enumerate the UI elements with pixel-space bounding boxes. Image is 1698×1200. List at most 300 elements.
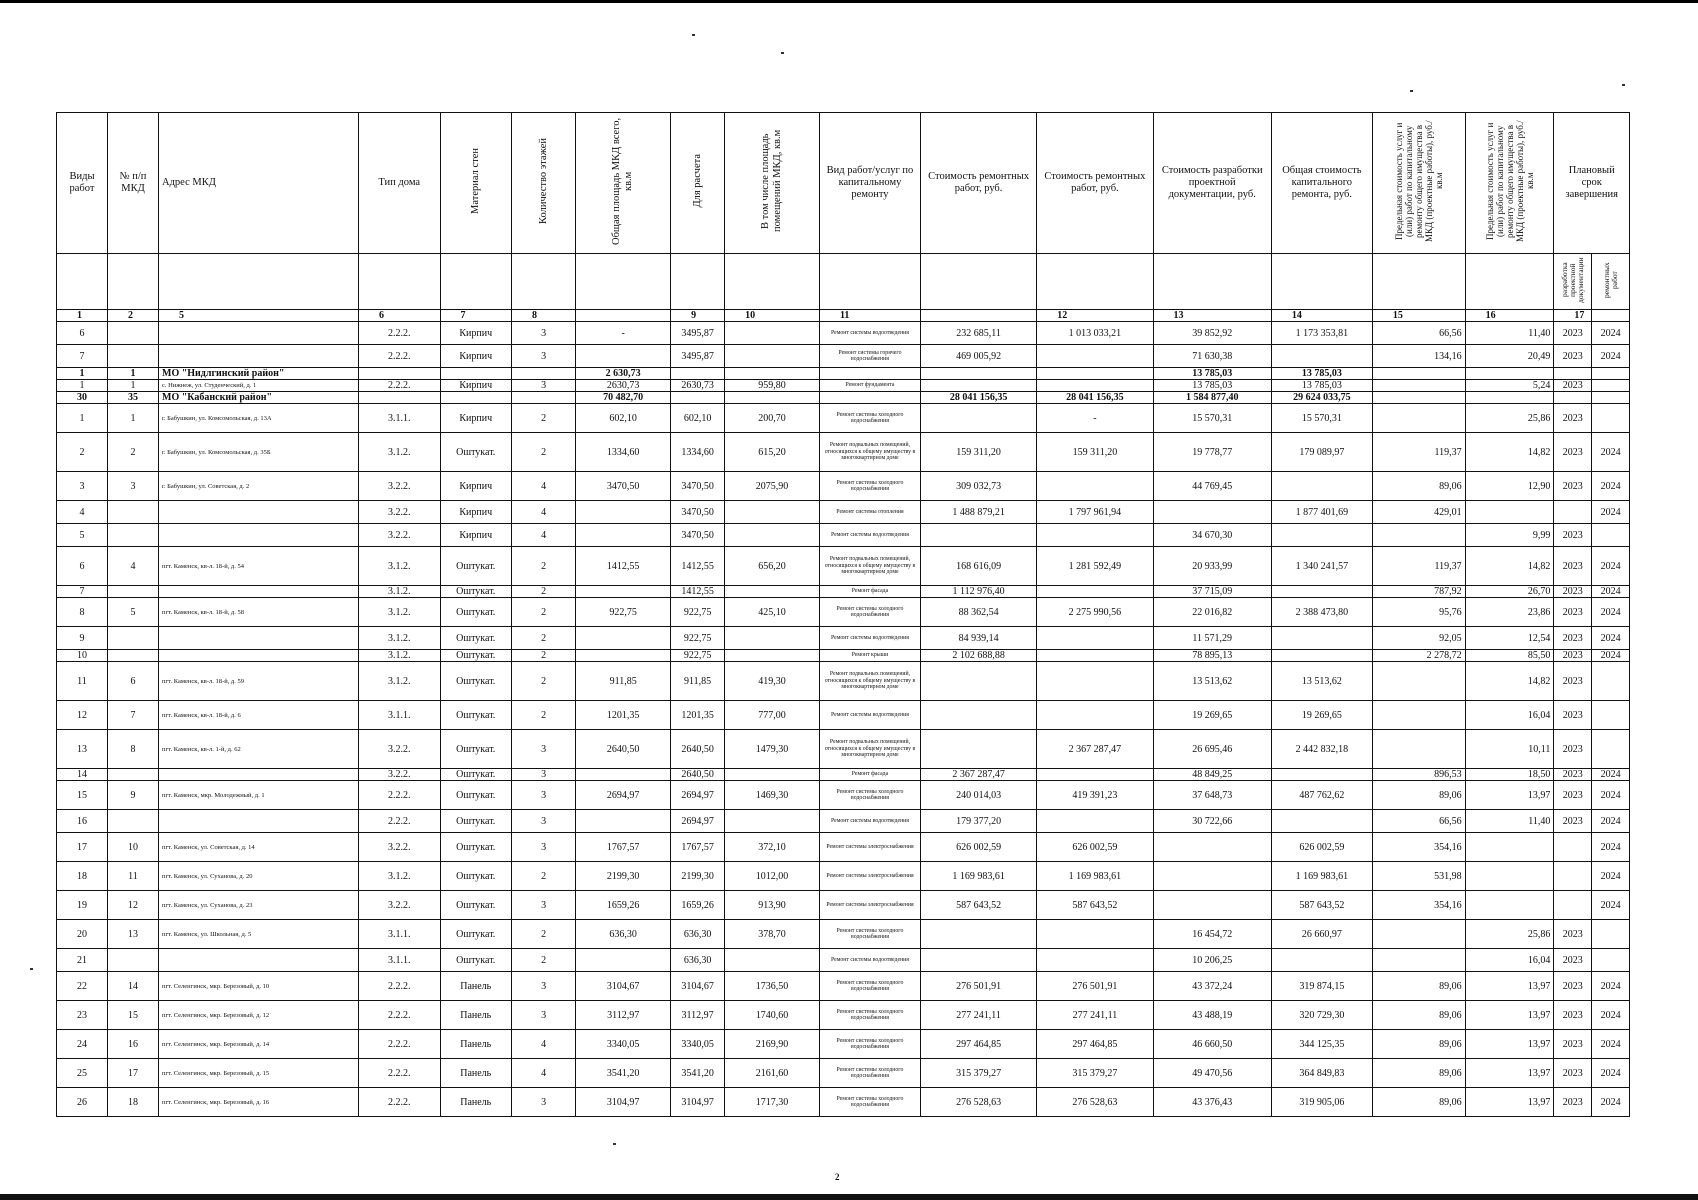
cell-mkd-index: 13 <box>108 920 159 949</box>
cell-deadline-repair: 2024 <box>1592 833 1630 862</box>
cell-repair-cost <box>920 368 1036 380</box>
cell-work-type: Ремонт системы водоотведения <box>819 949 920 972</box>
cell-mkd-index: 16 <box>108 1030 159 1059</box>
cell-work-kind: 10 <box>57 650 108 662</box>
cell-repair-cost: 309 032,73 <box>920 472 1036 501</box>
cell-design-cost: 34 670,30 <box>1153 524 1271 547</box>
cell-total-cost: 1 169 983,61 <box>1271 862 1372 891</box>
cell-address: пгт. Каменск, кв-л. 1-й, д. 62 <box>159 730 359 769</box>
cell-for-calc: 1201,35 <box>671 701 725 730</box>
cell-floors: 3 <box>511 891 575 920</box>
cell-wall-material: Кирпич <box>440 472 511 501</box>
cell-limit-cost-2: 26,70 <box>1465 586 1554 598</box>
cell-house-type: 3.1.1. <box>358 404 440 433</box>
cell-repair-cost-total: 315 379,27 <box>1037 1059 1153 1088</box>
scan-speck <box>781 52 784 54</box>
cell-wall-material: Оштукат. <box>440 769 511 781</box>
cell-mkd-index: 9 <box>108 781 159 810</box>
cell-work-type: Ремонт фасада <box>819 586 920 598</box>
column-number-cell <box>576 310 671 322</box>
cell-work-type: Ремонт подвальных помещений, относящихся к общему имуществу в многоквартирном доме <box>819 433 920 472</box>
cell-repair-cost <box>920 404 1036 433</box>
cell-work-kind: 21 <box>57 949 108 972</box>
table-row <box>57 920 1630 949</box>
cell-repair-cost: 1 488 879,21 <box>920 501 1036 524</box>
cell-address: пгт. Каменск, кв-л. 18-й, д. 6 <box>159 701 359 730</box>
cell-repair-cost-total <box>1037 650 1153 662</box>
cell-mkd-index: 18 <box>108 1088 159 1117</box>
cell-premises-area <box>725 650 820 662</box>
cell-limit-cost-2: 23,86 <box>1465 598 1554 627</box>
cell-limit-cost-1: 531,98 <box>1372 862 1465 891</box>
cell-for-calc: 3340,05 <box>671 1030 725 1059</box>
cell-work-kind: 15 <box>57 781 108 810</box>
cell-limit-cost-1: 89,06 <box>1372 781 1465 810</box>
cell-mkd-index <box>108 501 159 524</box>
cell-design-cost: 43 372,24 <box>1153 972 1271 1001</box>
cell-work-kind: 1 <box>57 380 108 392</box>
cell-total-cost: 626 002,59 <box>1271 833 1372 862</box>
cell-floors: 2 <box>511 433 575 472</box>
cell-premises-area: 200,70 <box>725 404 820 433</box>
header-total-cost: Общая стоимость капитального ремонта, руб. <box>1271 113 1372 254</box>
cell-work-kind: 23 <box>57 1001 108 1030</box>
cell-floors: 4 <box>511 1059 575 1088</box>
cell-house-type: 2.2.2. <box>358 781 440 810</box>
cell-deadline-repair: 2024 <box>1592 1030 1630 1059</box>
table-row <box>57 404 1630 433</box>
cell-for-calc: 1659,26 <box>671 891 725 920</box>
cell-total-cost <box>1271 650 1372 662</box>
cell-total-area: 2199,30 <box>576 862 671 891</box>
cell-deadline-design: 2023 <box>1554 769 1592 781</box>
scan-speck <box>613 1143 616 1145</box>
cell-total-cost: 1 877 401,69 <box>1271 501 1372 524</box>
cell-work-type: Ремонт системы холодного водоснабжения <box>819 404 920 433</box>
scan-bottom-edge <box>0 1194 1698 1200</box>
cell-repair-cost: 315 379,27 <box>920 1059 1036 1088</box>
cell-deadline-design: 2023 <box>1554 920 1592 949</box>
cell-repair-cost: 276 528,63 <box>920 1088 1036 1117</box>
cell-mkd-index <box>108 949 159 972</box>
cell-wall-material: Оштукат. <box>440 627 511 650</box>
cell-floors <box>511 392 575 404</box>
cell-work-kind: 6 <box>57 322 108 345</box>
cell-deadline-design: 2023 <box>1554 810 1592 833</box>
cell-deadline-repair: 2024 <box>1592 810 1630 833</box>
cell-limit-cost-2: 11,40 <box>1465 810 1554 833</box>
column-number-cell: 16 <box>1465 310 1554 322</box>
cell-house-type: 3.1.1. <box>358 949 440 972</box>
cell-address: с. Нижнеж, ул. Студенческий, д. 1 <box>159 380 359 392</box>
cell-wall-material: Оштукат. <box>440 833 511 862</box>
cell-floors: 3 <box>511 1001 575 1030</box>
column-number-cell: 8 <box>511 310 575 322</box>
cell-wall-material: Кирпич <box>440 524 511 547</box>
cell-address <box>159 627 359 650</box>
cell-repair-cost: 179 377,20 <box>920 810 1036 833</box>
cell-deadline-design: 2023 <box>1554 972 1592 1001</box>
subheader-repair-works <box>1592 254 1630 310</box>
cell-floors: 3 <box>511 769 575 781</box>
cell-address <box>159 501 359 524</box>
cell-deadline-repair: 2024 <box>1592 627 1630 650</box>
cell-for-calc: 602,10 <box>671 404 725 433</box>
cell-limit-cost-2: 16,04 <box>1465 949 1554 972</box>
cell-wall-material: Кирпич <box>440 501 511 524</box>
subheader-empty-cell <box>920 254 1036 310</box>
cell-floors: 3 <box>511 345 575 368</box>
cell-address: г. Бабушкин, ул. Комсомольская, д. 13А <box>159 404 359 433</box>
cell-total-area: 2640,50 <box>576 730 671 769</box>
cell-limit-cost-2: 5,24 <box>1465 380 1554 392</box>
cell-floors: 2 <box>511 598 575 627</box>
cell-floors: 3 <box>511 972 575 1001</box>
header-wall-material-text: Материал стен <box>469 148 481 214</box>
cell-repair-cost <box>920 380 1036 392</box>
cell-premises-area: 959,80 <box>725 380 820 392</box>
table-row <box>57 891 1630 920</box>
cell-mkd-index: 11 <box>108 862 159 891</box>
cell-limit-cost-2 <box>1465 501 1554 524</box>
cell-limit-cost-1 <box>1372 524 1465 547</box>
cell-work-type: Ремонт системы холодного водоснабжения <box>819 972 920 1001</box>
cell-premises-area <box>725 501 820 524</box>
cell-total-cost: 13 513,62 <box>1271 662 1372 701</box>
table-row <box>57 433 1630 472</box>
cell-premises-area: 656,20 <box>725 547 820 586</box>
cell-mkd-index: 1 <box>108 380 159 392</box>
cell-limit-cost-2: 20,49 <box>1465 345 1554 368</box>
cell-limit-cost-1 <box>1372 392 1465 404</box>
scan-speck <box>30 968 33 970</box>
cell-deadline-repair: 2024 <box>1592 598 1630 627</box>
cell-work-kind: 16 <box>57 810 108 833</box>
cell-repair-cost-total: 159 311,20 <box>1037 433 1153 472</box>
cell-house-type: 3.1.1. <box>358 920 440 949</box>
cell-repair-cost-total <box>1037 662 1153 701</box>
cell-for-calc: 2630,73 <box>671 380 725 392</box>
column-number-cell: 15 <box>1372 310 1465 322</box>
cell-work-kind: 14 <box>57 769 108 781</box>
cell-work-kind: 30 <box>57 392 108 404</box>
cell-floors: 2 <box>511 586 575 598</box>
header-design-cost: Стоимость разработки проектной документации, руб. <box>1153 113 1271 254</box>
cell-wall-material: Оштукат. <box>440 920 511 949</box>
cell-limit-cost-2: 16,04 <box>1465 701 1554 730</box>
cell-address: г. Бабушкин, ул. Советская, д. 2 <box>159 472 359 501</box>
cell-for-calc: 3104,97 <box>671 1088 725 1117</box>
cell-deadline-design: 2023 <box>1554 433 1592 472</box>
cell-repair-cost <box>920 524 1036 547</box>
cell-deadline-design: 2023 <box>1554 701 1592 730</box>
cell-mkd-index <box>108 524 159 547</box>
cell-limit-cost-1: 787,92 <box>1372 586 1465 598</box>
header-row <box>57 113 1630 254</box>
cell-floors: 3 <box>511 810 575 833</box>
cell-floors: 3 <box>511 730 575 769</box>
cell-repair-cost-total <box>1037 701 1153 730</box>
cell-repair-cost: 159 311,20 <box>920 433 1036 472</box>
cell-deadline-repair <box>1592 524 1630 547</box>
cell-total-cost: 1 173 353,81 <box>1271 322 1372 345</box>
cell-total-area: - <box>576 322 671 345</box>
cell-total-cost <box>1271 949 1372 972</box>
cell-address: пгт. Каменск, ул. Суханова, д. 23 <box>159 891 359 920</box>
cell-wall-material <box>440 392 511 404</box>
cell-house-type: 3.1.2. <box>358 862 440 891</box>
cell-limit-cost-2: 25,86 <box>1465 404 1554 433</box>
cell-for-calc: 2640,50 <box>671 769 725 781</box>
cell-mkd-index <box>108 810 159 833</box>
cell-limit-cost-1: 354,16 <box>1372 891 1465 920</box>
cell-work-type: Ремонт системы холодного водоснабжения <box>819 920 920 949</box>
column-number-cell <box>920 310 1036 322</box>
cell-work-kind: 13 <box>57 730 108 769</box>
cell-deadline-design <box>1554 862 1592 891</box>
cell-total-area: 70 482,70 <box>576 392 671 404</box>
scan-top-edge <box>0 0 1698 3</box>
cell-total-area: 636,30 <box>576 920 671 949</box>
cell-premises-area: 425,10 <box>725 598 820 627</box>
cell-repair-cost: 88 362,54 <box>920 598 1036 627</box>
cell-floors: 2 <box>511 662 575 701</box>
cell-work-type <box>819 368 920 380</box>
subheader-design-docs <box>1554 254 1592 310</box>
table-row <box>57 598 1630 627</box>
cell-for-calc: 3104,67 <box>671 972 725 1001</box>
cell-for-calc: 636,30 <box>671 920 725 949</box>
cell-total-area: 1659,26 <box>576 891 671 920</box>
cell-total-area: 602,10 <box>576 404 671 433</box>
cell-design-cost: 26 695,46 <box>1153 730 1271 769</box>
header-limit-cost-2 <box>1465 113 1554 254</box>
cell-design-cost: 44 769,45 <box>1153 472 1271 501</box>
cell-total-cost: 29 624 033,75 <box>1271 392 1372 404</box>
cell-limit-cost-1: 89,06 <box>1372 1088 1465 1117</box>
cell-address: МО "Нидлгинский район" <box>159 368 359 380</box>
header-total-area <box>576 113 671 254</box>
cell-mkd-index <box>108 322 159 345</box>
cell-design-cost: 43 488,19 <box>1153 1001 1271 1030</box>
cell-total-cost: 1 340 241,57 <box>1271 547 1372 586</box>
table-row <box>57 730 1630 769</box>
cell-limit-cost-2 <box>1465 392 1554 404</box>
cell-floors: 3 <box>511 322 575 345</box>
cell-deadline-design: 2023 <box>1554 627 1592 650</box>
header-repair-cost-total: Стоимость ремонтных работ, руб. <box>1037 113 1153 254</box>
cell-for-calc: 3470,50 <box>671 472 725 501</box>
cell-mkd-index: 35 <box>108 392 159 404</box>
cell-repair-cost-total <box>1037 586 1153 598</box>
cell-work-type: Ремонт системы водоотведения <box>819 322 920 345</box>
cell-total-area: 2 630,73 <box>576 368 671 380</box>
cell-work-kind: 26 <box>57 1088 108 1117</box>
cell-total-area <box>576 501 671 524</box>
cell-repair-cost-total <box>1037 345 1153 368</box>
cell-deadline-design: 2023 <box>1554 586 1592 598</box>
cell-total-area: 3104,67 <box>576 972 671 1001</box>
subheader-empty-cell <box>1271 254 1372 310</box>
cell-repair-cost: 587 643,52 <box>920 891 1036 920</box>
cell-wall-material: Кирпич <box>440 404 511 433</box>
cell-wall-material: Кирпич <box>440 345 511 368</box>
cell-total-cost <box>1271 627 1372 650</box>
cell-design-cost <box>1153 862 1271 891</box>
cell-for-calc: 1412,55 <box>671 586 725 598</box>
cell-work-type: Ремонт системы холодного водоснабжения <box>819 472 920 501</box>
cell-floors: 4 <box>511 501 575 524</box>
cell-total-cost: 2 388 473,80 <box>1271 598 1372 627</box>
cell-work-kind: 6 <box>57 547 108 586</box>
cell-total-cost <box>1271 524 1372 547</box>
cell-limit-cost-1 <box>1372 368 1465 380</box>
header-limit-cost-1 <box>1372 113 1465 254</box>
cell-deadline-repair <box>1592 949 1630 972</box>
cell-repair-cost-total <box>1037 769 1153 781</box>
cell-premises-area: 2169,90 <box>725 1030 820 1059</box>
header-for-calc-text: Для расчета <box>691 154 703 208</box>
cell-total-cost: 13 785,03 <box>1271 380 1372 392</box>
cell-address <box>159 810 359 833</box>
cell-limit-cost-2 <box>1465 862 1554 891</box>
cell-house-type: 3.2.2. <box>358 472 440 501</box>
cell-wall-material: Оштукат. <box>440 650 511 662</box>
cell-design-cost <box>1153 891 1271 920</box>
cell-limit-cost-1 <box>1372 404 1465 433</box>
cell-work-type: Ремонт фасада <box>819 769 920 781</box>
cell-deadline-repair: 2024 <box>1592 472 1630 501</box>
cell-limit-cost-2: 14,82 <box>1465 662 1554 701</box>
scan-speck <box>692 34 695 36</box>
cell-floors: 2 <box>511 547 575 586</box>
cell-deadline-repair <box>1592 662 1630 701</box>
cell-total-cost <box>1271 586 1372 598</box>
cell-repair-cost-total: - <box>1037 404 1153 433</box>
cell-for-calc: 2694,97 <box>671 781 725 810</box>
cell-work-type: Ремонт системы электроснабжения <box>819 862 920 891</box>
header-house-type: Тип дома <box>358 113 440 254</box>
table-row <box>57 1030 1630 1059</box>
cell-deadline-design: 2023 <box>1554 949 1592 972</box>
cell-deadline-repair: 2024 <box>1592 781 1630 810</box>
cell-for-calc: 3470,50 <box>671 524 725 547</box>
cell-wall-material: Оштукат. <box>440 701 511 730</box>
capital-repair-table <box>56 112 1630 1117</box>
header-floors-text: Количество этажей <box>537 138 549 224</box>
table-row <box>57 781 1630 810</box>
cell-house-type: 2.2.2. <box>358 322 440 345</box>
subheader-row <box>57 254 1630 310</box>
cell-work-type: Ремонт системы холодного водоснабжения <box>819 781 920 810</box>
cell-limit-cost-1: 95,76 <box>1372 598 1465 627</box>
cell-deadline-repair <box>1592 392 1630 404</box>
cell-house-type: 2.2.2. <box>358 1030 440 1059</box>
cell-house-type: 2.2.2. <box>358 1059 440 1088</box>
column-number-cell: 12 <box>1037 310 1153 322</box>
cell-total-cost: 26 660,97 <box>1271 920 1372 949</box>
cell-total-area <box>576 949 671 972</box>
header-floors <box>511 113 575 254</box>
cell-work-type: Ремонт системы водоотведения <box>819 701 920 730</box>
cell-mkd-index: 7 <box>108 701 159 730</box>
cell-work-kind: 2 <box>57 433 108 472</box>
cell-repair-cost: 2 367 287,47 <box>920 769 1036 781</box>
cell-for-calc: 1412,55 <box>671 547 725 586</box>
cell-mkd-index: 1 <box>108 368 159 380</box>
cell-design-cost: 48 849,25 <box>1153 769 1271 781</box>
cell-total-area <box>576 627 671 650</box>
cell-deadline-design: 2023 <box>1554 730 1592 769</box>
cell-repair-cost <box>920 730 1036 769</box>
cell-floors: 2 <box>511 701 575 730</box>
cell-house-type: 3.2.2. <box>358 891 440 920</box>
cell-wall-material: Оштукат. <box>440 662 511 701</box>
header-total-area-text: Общая площадь МКД всего, кв.м <box>611 117 635 245</box>
cell-premises-area <box>725 810 820 833</box>
cell-work-kind: 9 <box>57 627 108 650</box>
cell-deadline-design <box>1554 833 1592 862</box>
cell-address: пгт. Каменск, кв-л. 18-й, д. 59 <box>159 662 359 701</box>
cell-deadline-design: 2023 <box>1554 322 1592 345</box>
table-row <box>57 833 1630 862</box>
table-row <box>57 769 1630 781</box>
cell-work-type: Ремонт подвальных помещений, относящихся к общему имуществу в многоквартирном доме <box>819 547 920 586</box>
cell-premises-area <box>725 949 820 972</box>
cell-total-cost <box>1271 810 1372 833</box>
cell-for-calc: 1334,60 <box>671 433 725 472</box>
cell-address <box>159 322 359 345</box>
cell-total-area <box>576 769 671 781</box>
cell-address: пгт. Каменск, ул. Школьная, д. 5 <box>159 920 359 949</box>
cell-repair-cost: 276 501,91 <box>920 972 1036 1001</box>
cell-work-type: Ремонт системы холодного водоснабжения <box>819 1059 920 1088</box>
cell-limit-cost-2: 12,54 <box>1465 627 1554 650</box>
cell-wall-material: Оштукат. <box>440 433 511 472</box>
cell-repair-cost: 168 616,09 <box>920 547 1036 586</box>
cell-deadline-design <box>1554 501 1592 524</box>
cell-total-area: 911,85 <box>576 662 671 701</box>
cell-address: пгт. Селенгинск, мкр. Березовый, д. 16 <box>159 1088 359 1117</box>
cell-premises-area: 378,70 <box>725 920 820 949</box>
cell-premises-area: 1469,30 <box>725 781 820 810</box>
cell-total-cost <box>1271 769 1372 781</box>
table-row <box>57 1059 1630 1088</box>
table-row <box>57 1088 1630 1117</box>
cell-limit-cost-1 <box>1372 701 1465 730</box>
subheader-empty-cell <box>819 254 920 310</box>
cell-house-type: 2.2.2. <box>358 1088 440 1117</box>
table-row <box>57 1001 1630 1030</box>
cell-deadline-repair: 2024 <box>1592 433 1630 472</box>
table-row <box>57 345 1630 368</box>
cell-for-calc <box>671 368 725 380</box>
cell-deadline-design: 2023 <box>1554 404 1592 433</box>
column-number-cell: 10 <box>725 310 820 322</box>
cell-for-calc <box>671 392 725 404</box>
cell-deadline-repair: 2024 <box>1592 1088 1630 1117</box>
cell-floors: 3 <box>511 833 575 862</box>
header-repair-cost: Стоимость ремонтных работ, руб. <box>920 113 1036 254</box>
cell-limit-cost-2: 12,90 <box>1465 472 1554 501</box>
cell-design-cost: 19 778,77 <box>1153 433 1271 472</box>
column-number-cell <box>1592 310 1630 322</box>
cell-limit-cost-2: 14,82 <box>1465 433 1554 472</box>
cell-house-type: 3.2.2. <box>358 833 440 862</box>
cell-deadline-repair <box>1592 701 1630 730</box>
cell-deadline-repair: 2024 <box>1592 862 1630 891</box>
cell-total-area <box>576 524 671 547</box>
